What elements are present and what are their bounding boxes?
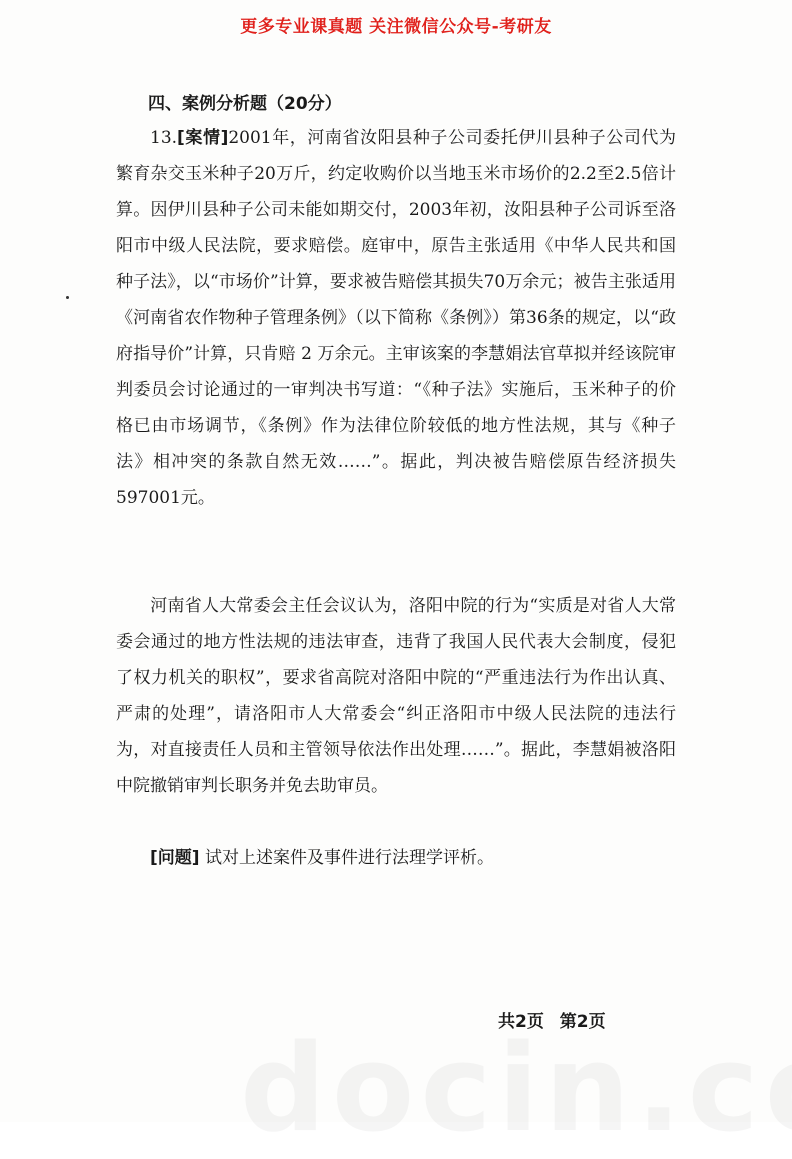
- question-text: 试对上述案件及事件进行法理学评析。: [199, 848, 494, 868]
- case-paragraph-2: [116, 588, 676, 804]
- case-paragraph-1: [116, 120, 676, 516]
- page-counter: 共2页 第2页: [498, 1012, 606, 1032]
- question-line: [116, 840, 676, 876]
- scan-artifact: [66, 296, 69, 299]
- case-paragraph-2-text: 河南省人大常委会主任会议认为，洛阳中院的行为“实质是对省人大常委会通过的地方性法规的违法审查，违背了我国人民代表大会制度，侵犯了权力机关的职权”，要求省高院对洛阳中院的“严重违法行为作出认真、严肃的处理”，请洛阳市人大常委会“纠正洛阳市中级人民法院的违法行为，对直接责任人员和主管领导依法作出处理……”。据此，李慧娟被洛阳中院撤销审判长职务并免去助审员。: [116, 596, 676, 796]
- case-paragraph-1-text: 2001年，河南省汝阳县种子公司委托伊川县种子公司代为繁育杂交玉米种子20万斤，约定收购价以当地玉米市场价的2.2至2.5倍计算。因伊川县种子公司未能如期交付，2003年初，汝阳县种子公司诉至洛阳市中级人民法院，要求赔偿。庭审中，原告主张适用《中华人民共和国种子法》，以“市场价”计算，要求被告赔偿其损失70万余元；被告主张适用《河南省农作物种子管理条例》（以下简称《条例》）第36条的规定，以“政府指导价”计算，只肯赔 2 万余元。主审该案的李慧娟法官草拟并经该院审判委员会讨论通过的一审判决书写道：“《种子法》实施后，玉米种子的价格已由市场调节，《条例》作为法律位阶较低的地方性法规，其与《种子法》相冲突的条款自然无效……”。据此，判决被告赔偿原告经济损失597001元。: [116, 128, 677, 508]
- case-tag: [案情]: [177, 128, 229, 148]
- section-heading: 四、案例分析题（20分）: [148, 94, 342, 114]
- promo-banner: 更多专业课真题 关注微信公众号-考研友: [240, 17, 552, 37]
- question-tag: [问题]: [150, 848, 200, 868]
- watermark: [240, 1020, 792, 1159]
- case-number: 13.: [150, 128, 178, 148]
